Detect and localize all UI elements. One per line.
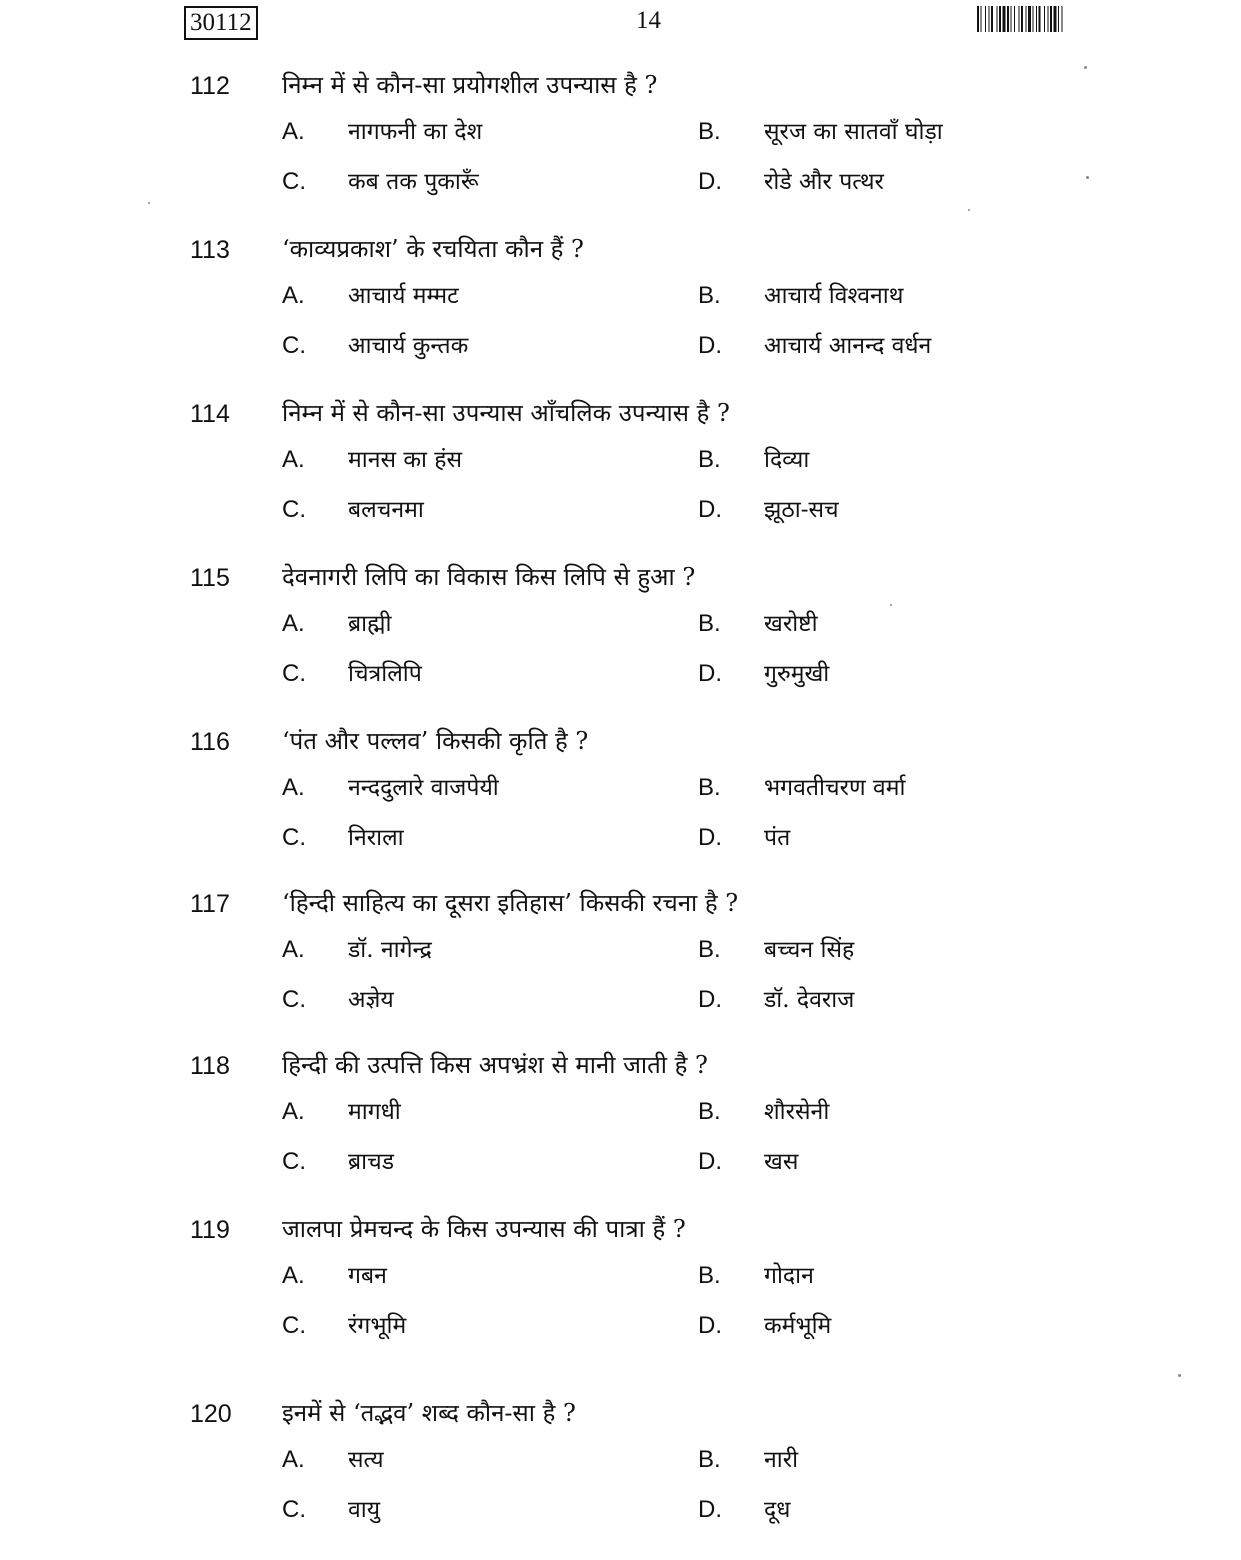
question-text: देवनागरी लिपि का विकास किस लिपि से हुआ ? <box>282 563 696 591</box>
option-text: आचार्य विश्वनाथ <box>764 283 904 309</box>
option-text: सूरज का सातवाँ घोड़ा <box>764 119 943 145</box>
question-text: जालपा प्रेमचन्द के किस उपन्यास की पात्रा हैं ? <box>282 1215 686 1243</box>
question-number: 112 <box>190 72 230 100</box>
scan-speck <box>1178 1374 1181 1377</box>
option-letter: A. <box>282 774 305 801</box>
option-letter: D. <box>698 824 722 851</box>
scan-speck <box>968 209 970 211</box>
option-letter: B. <box>698 446 721 473</box>
option-text: निराला <box>348 825 404 851</box>
option-text: आचार्य आनन्द वर्धन <box>764 333 932 359</box>
option-letter: A. <box>282 610 305 637</box>
option-letter: D. <box>698 1496 722 1523</box>
option-text: वायु <box>348 1497 381 1523</box>
question <box>0 1396 1241 1560</box>
question <box>0 68 1241 232</box>
option-letter: B. <box>698 936 721 963</box>
option-letter: C. <box>282 332 306 359</box>
option-text: खरोष्टी <box>764 611 818 637</box>
option-text: रंगभूमि <box>348 1313 407 1339</box>
question <box>0 1212 1241 1376</box>
option-letter: D. <box>698 660 722 687</box>
option-text: ब्राचड <box>348 1149 394 1175</box>
option-text: पंत <box>764 825 791 851</box>
option-letter: B. <box>698 610 721 637</box>
option-text: नारी <box>764 1447 799 1473</box>
option-text: ब्राह्मी <box>348 611 392 637</box>
option-text: कर्मभूमि <box>764 1313 832 1339</box>
option-text: बलचनमा <box>348 497 424 523</box>
option-letter: A. <box>282 282 305 309</box>
question-text: हिन्दी की उत्पत्ति किस अपभ्रंश से मानी जाती है ? <box>282 1051 708 1079</box>
option-text: मानस का हंस <box>348 447 463 473</box>
option-letter: C. <box>282 496 306 523</box>
scan-speck <box>1086 176 1089 179</box>
option-text: चित्रलिपि <box>348 661 422 687</box>
question-text: ‘पंत और पल्लव’ किसकी कृति है ? <box>282 727 589 755</box>
option-text: बच्चन सिंह <box>764 937 855 963</box>
option-text: नन्ददुलारे वाजपेयी <box>348 775 499 801</box>
question <box>0 1048 1241 1212</box>
option-letter: A. <box>282 1262 305 1289</box>
option-letter: B. <box>698 282 721 309</box>
page-number: 14 <box>636 7 661 34</box>
option-letter: C. <box>282 1312 306 1339</box>
question <box>0 724 1241 888</box>
option-text: दूध <box>764 1497 791 1523</box>
option-letter: C. <box>282 168 306 195</box>
question <box>0 886 1241 1050</box>
option-text: गुरुमुखी <box>764 661 830 687</box>
option-letter: D. <box>698 1312 722 1339</box>
question-number: 117 <box>190 890 230 918</box>
question-number: 114 <box>190 400 230 428</box>
option-text: मागधी <box>348 1099 401 1125</box>
option-letter: A. <box>282 118 305 145</box>
option-text: सत्य <box>348 1447 384 1473</box>
option-text: कब तक पुकारूँ <box>348 169 479 195</box>
option-text: झूठा-सच <box>764 497 839 523</box>
option-letter: D. <box>698 986 722 1013</box>
question-text: निम्न में से कौन-सा प्रयोगशील उपन्यास है ? <box>282 71 658 99</box>
option-text: गबन <box>348 1263 387 1289</box>
question <box>0 232 1241 396</box>
option-letter: A. <box>282 1446 305 1473</box>
option-letter: D. <box>698 332 722 359</box>
option-letter: D. <box>698 1148 722 1175</box>
option-text: भगवतीचरण वर्मा <box>764 775 906 801</box>
option-text: आचार्य कुन्तक <box>348 333 469 359</box>
option-letter: A. <box>282 1098 305 1125</box>
scan-speck <box>1084 66 1087 69</box>
option-text: खस <box>764 1149 799 1175</box>
option-letter: D. <box>698 168 722 195</box>
option-letter: B. <box>698 1098 721 1125</box>
option-text: रोडे और पत्थर <box>764 169 884 195</box>
option-letter: C. <box>282 986 306 1013</box>
option-text: नागफनी का देश <box>348 119 483 145</box>
option-letter: B. <box>698 1262 721 1289</box>
question-number: 120 <box>190 1400 232 1428</box>
question-text: ‘हिन्दी साहित्य का दूसरा इतिहास’ किसकी रचना है ? <box>282 889 739 917</box>
question-text: ‘काव्यप्रकाश’ के रचयिता कौन हैं ? <box>282 235 584 263</box>
option-letter: C. <box>282 1148 306 1175</box>
question-number: 113 <box>190 236 230 264</box>
option-text: दिव्या <box>764 447 810 473</box>
question-text: इनमें से ‘तद्भव’ शब्द कौन-सा है ? <box>282 1399 576 1427</box>
option-letter: B. <box>698 118 721 145</box>
question-number: 118 <box>190 1052 230 1080</box>
option-letter: C. <box>282 1496 306 1523</box>
barcode <box>977 6 1132 32</box>
option-letter: B. <box>698 774 721 801</box>
option-letter: C. <box>282 824 306 851</box>
question-text: निम्न में से कौन-सा उपन्यास आँचलिक उपन्यास है ? <box>282 399 730 427</box>
option-text: आचार्य मम्मट <box>348 283 459 309</box>
option-text: गोदान <box>764 1263 814 1289</box>
question <box>0 396 1241 560</box>
scan-speck <box>148 202 150 204</box>
option-letter: A. <box>282 936 305 963</box>
question-number: 115 <box>190 564 230 592</box>
option-letter: D. <box>698 496 722 523</box>
option-letter: A. <box>282 446 305 473</box>
scan-speck <box>890 604 892 606</box>
paper-code: 30112 <box>184 6 258 40</box>
option-text: अज्ञेय <box>348 987 394 1013</box>
option-letter: C. <box>282 660 306 687</box>
option-text: डॉ. नागेन्द्र <box>348 937 432 963</box>
question <box>0 560 1241 724</box>
option-text: शौरसेनी <box>764 1099 830 1125</box>
option-text: डॉ. देवराज <box>764 987 855 1013</box>
question-number: 116 <box>190 728 230 756</box>
option-letter: B. <box>698 1446 721 1473</box>
question-number: 119 <box>190 1216 230 1244</box>
